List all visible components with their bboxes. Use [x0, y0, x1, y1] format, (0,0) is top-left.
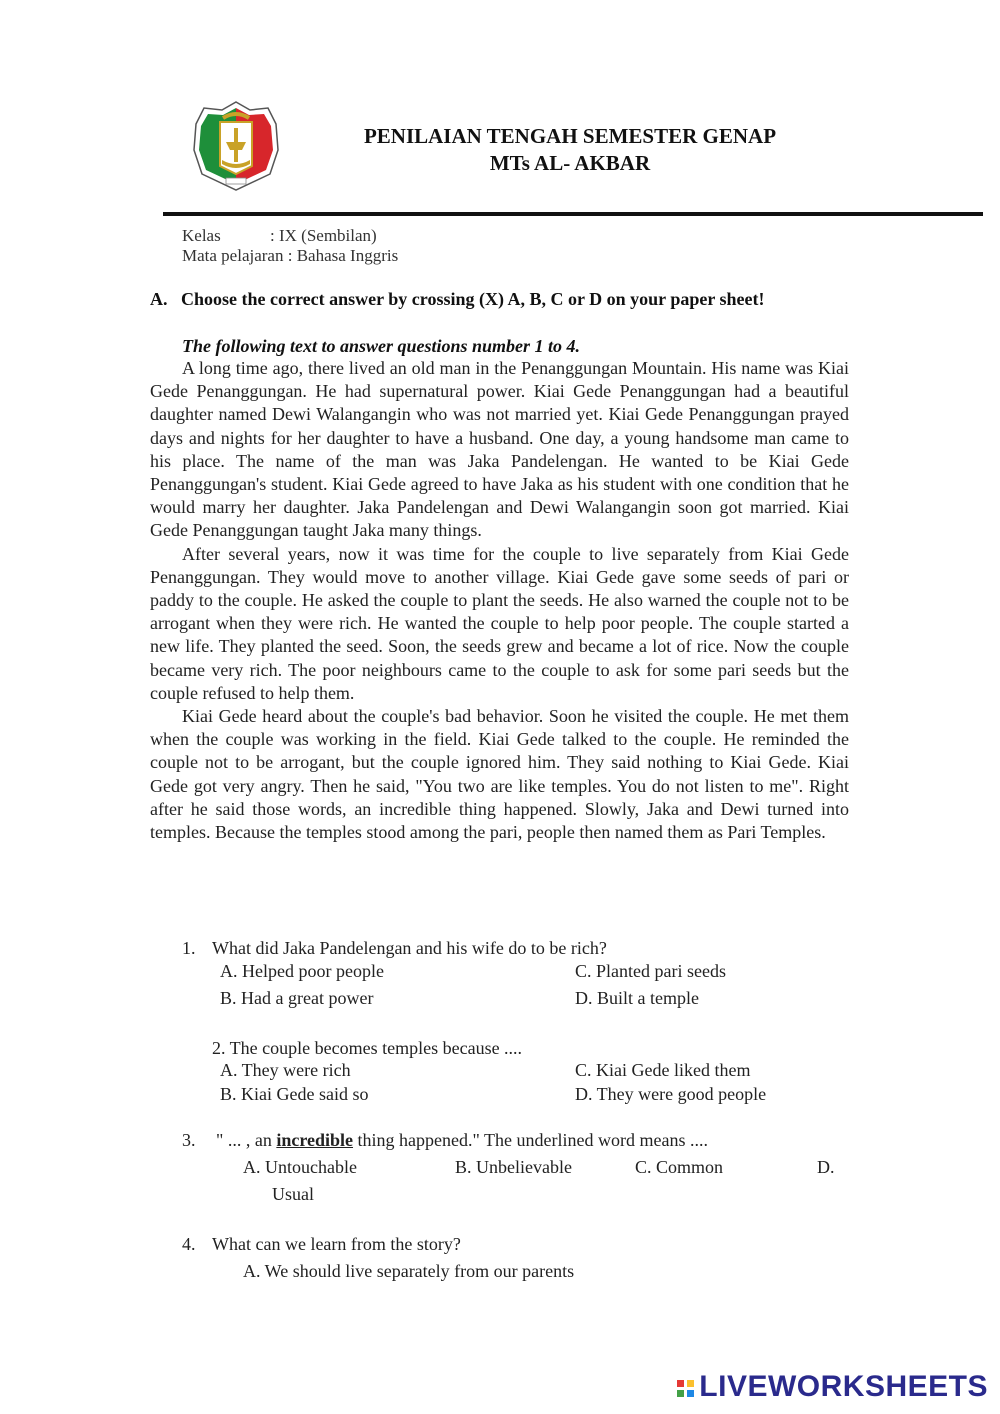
q2-option-d[interactable]: D. They were good people: [575, 1084, 767, 1104]
question-2: 2. The couple becomes temples because ....: [212, 1038, 523, 1058]
underlined-word: incredible: [276, 1130, 354, 1150]
question-text: What did Jaka Pandelengan and his wife do to be rich?: [212, 938, 607, 958]
brand-grid-icon: [676, 1379, 695, 1398]
class-label: Kelas: [182, 226, 221, 245]
q3-option-d-letter[interactable]: D.: [817, 1157, 835, 1177]
brand-square: [687, 1380, 694, 1387]
question-1: [182, 938, 607, 959]
header-divider: [163, 212, 983, 216]
q1-option-c[interactable]: C. Planted pari seeds: [575, 961, 726, 981]
q4-option-a[interactable]: A. We should live separately from our parents: [243, 1261, 575, 1281]
story-paragraph-1: A long time ago, there lived an old man in the Penanggungan Mountain. His name was Kiai Gede Penanggungan. He had supernatural power. Kiai Gede Penanggungan had a beautiful daughter named Dewi Walangangin who was not married yet. Kiai Gede Penanggungan prayed days and nights for her daughter to have a husband. One day, a young handsome man came to his place. The name of the man was Jaka Pandelengan. He wanted to be Kiai Gede Penanggungan's student. Kiai Gede agreed to have Jaka as his student with one condition that he would marry her daughter. Jaka Pandelengan and Dewi Walangangin soon got married. Kiai Gede Penanggungan taught Jaka many things.: [150, 358, 849, 541]
q1-option-b[interactable]: B. Had a great power: [220, 988, 374, 1008]
question-text-post: thing happened." The underlined word means ....: [353, 1130, 708, 1150]
subject-info: Mata pelajaran : Bahasa Inggris: [182, 246, 399, 265]
brand-square: [687, 1390, 694, 1397]
question-4: [182, 1234, 461, 1255]
section-instruction: [150, 289, 764, 310]
q2-option-a[interactable]: A. They were rich: [220, 1060, 351, 1080]
q2-option-b[interactable]: B. Kiai Gede said so: [220, 1084, 369, 1104]
q3-option-b[interactable]: B. Unbelievable: [455, 1157, 572, 1177]
brand-square: [677, 1380, 684, 1387]
reading-passage: [150, 357, 849, 844]
q1-option-a[interactable]: A. Helped poor people: [220, 961, 384, 981]
question-3: [182, 1130, 708, 1151]
q3-option-a[interactable]: A. Untouchable: [243, 1157, 357, 1177]
brand-square: [677, 1390, 684, 1397]
instruction-text: Choose the correct answer by crossing (X) A, B, C or D on your paper sheet!: [181, 289, 765, 309]
exam-title: PENILAIAN TENGAH SEMESTER GENAP: [363, 124, 777, 148]
q2-option-c[interactable]: C. Kiai Gede liked them: [575, 1060, 751, 1080]
story-paragraph-3: Kiai Gede heard about the couple's bad behavior. Soon he visited the couple. He met them when the couple was working in the field. Kiai Gede talked to the couple. He reminded the couple not to be arrogant, but the couple ignored him. They said nothing to Kiai Gede. Kiai Gede got very angry. Then he said, "You two are like temples. You do not listen to me". Right after he said those words, an incredible thing happened. Slowly, Jaka and Dewi turned into temples. Because the temples stood among the pari, people then named them as Pari Temples.: [150, 706, 849, 843]
question-number: 4.: [182, 1234, 196, 1254]
class-value: : IX (Sembilan): [270, 226, 377, 245]
brand-text: LIVEWORKSHEETS: [699, 1370, 988, 1403]
class-info: [182, 226, 377, 246]
section-letter: A.: [150, 289, 168, 309]
story-paragraph-2: After several years, now it was time for the couple to live separately from Kiai Gede Penanggungan. They would move to another village. Kiai Gede gave some seeds of pari or paddy to the couple. He asked the couple to plant the seeds. He also warned the couple not to be arrogant when they were rich. He wanted the couple to help poor people. The couple started a new life. They planted the seed. Soon, the seeds grew and became a lot of rice. Now the couple became very rich. The poor neighbours came to the couple to ask for some pari seeds but the couple refused to help them.: [150, 543, 849, 703]
question-number: 3.: [182, 1130, 196, 1150]
reading-intro: The following text to answer questions number 1 to 4.: [182, 336, 581, 356]
q3-option-c[interactable]: C. Common: [635, 1157, 724, 1177]
liveworksheets-logo: [676, 1370, 988, 1404]
school-name: MTs AL- AKBAR: [489, 151, 651, 175]
q3-option-d-text[interactable]: Usual: [272, 1184, 314, 1204]
question-number: 1.: [182, 938, 196, 958]
q1-option-d[interactable]: D. Built a temple: [575, 988, 699, 1008]
question-text-pre: " ... , an: [216, 1130, 277, 1150]
question-text: What can we learn from the story?: [212, 1234, 461, 1254]
